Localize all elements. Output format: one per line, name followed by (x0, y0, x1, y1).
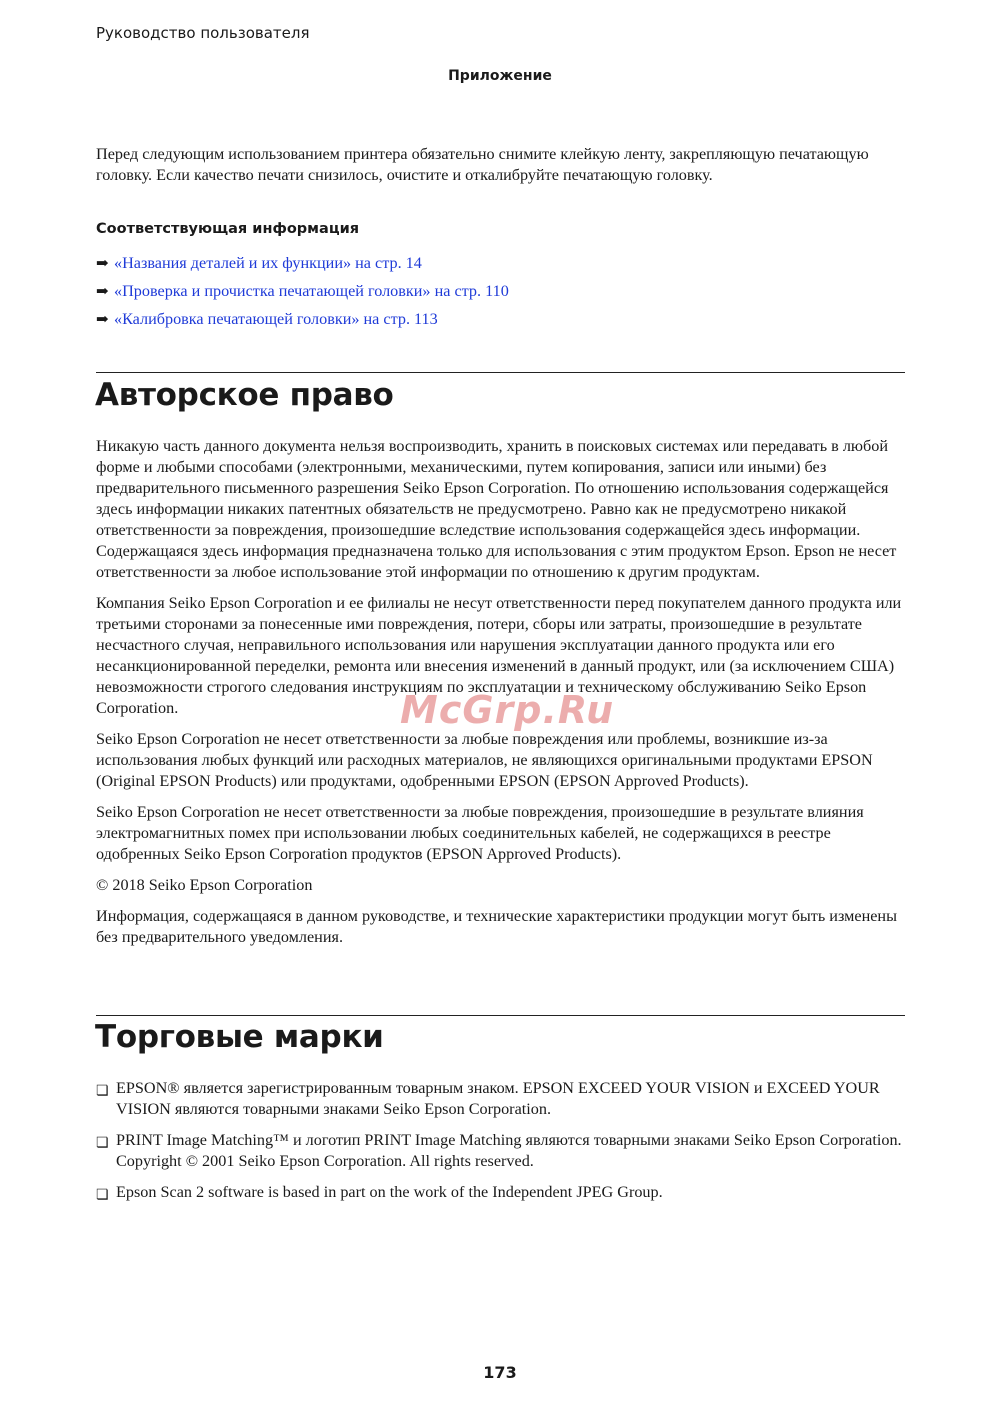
page-number: 173 (483, 1363, 517, 1382)
link-head-cleaning[interactable]: «Проверка и прочистка печатающей головки» на стр. 110 (114, 281, 509, 300)
checkbox-bullet-icon: ❏ (96, 1084, 109, 1099)
checkbox-bullet-icon: ❏ (96, 1188, 109, 1203)
copyright-notice: © 2018 Seiko Epson Corporation (96, 876, 313, 894)
related-links-list (96, 249, 509, 333)
section-divider (96, 1015, 905, 1016)
section-divider (96, 372, 905, 373)
link-part-names[interactable]: «Названия деталей и их функции» на стр. 14 (114, 253, 422, 272)
copyright-paragraph: Информация, содержащаяся в данном руководстве, и технические характеристики продукции могут быть изменены без предварительного уведомления. (96, 907, 897, 946)
trademark-text: Epson Scan 2 software is based in part on the work of the Independent JPEG Group. (116, 1183, 663, 1201)
copyright-paragraph: Seiko Epson Corporation не несет ответственности за любые повреждения, произошедшие в результате влияния электромагнитных помех при использовании любых соединительных кабелей, не содержащихся в реестре одобренных Seiko Epson Corporation продуктов (EPSON Approved Products). (96, 803, 864, 863)
trademark-item (96, 1130, 906, 1172)
right-arrow-icon: ➡ (96, 255, 109, 272)
trademark-item (96, 1078, 906, 1120)
right-arrow-icon: ➡ (96, 311, 109, 328)
copyright-heading: Авторское право (95, 377, 394, 413)
link-head-alignment[interactable]: «Калибровка печатающей головки» на стр. 113 (114, 309, 438, 328)
watermark: McGrp.Ru (400, 688, 615, 732)
right-arrow-icon: ➡ (96, 283, 109, 300)
copyright-paragraph: Компания Seiko Epson Corporation и ее филиалы не несут ответственности перед покупателем данного продукта или третьими сторонами за понесенные ими повреждения, потери, сборы или затраты, произошедшие в результате несчастного случая, неправильного использования или нарушения эксплуатации данного продукта или его несанкционированной переделки, ремонта или внесения изменений в данный продукт, или (за исключением США) невозможности строгого следования инструкциям по эксплуатации и техническому обслуживанию Seiko Epson Corporation. (96, 594, 902, 717)
intro-paragraph: Перед следующим использованием принтера обязательно снимите клейкую ленту, закрепляющую печатающую головку. Если качество печати снизилось, очистите и откалибруйте печатающую головку. (96, 145, 869, 184)
trademark-text: EPSON® является зарегистрированным товарным знаком. EPSON EXCEED YOUR VISION и EXCEED YOUR VISION являются товарными знаками Seiko Epson Corporation. (116, 1079, 880, 1118)
document-title: Руководство пользователя (96, 24, 310, 42)
related-info-title: Соответствующая информация (96, 221, 360, 237)
copyright-paragraph: Никакую часть данного документа нельзя воспроизводить, хранить в поисковых системах или передавать в любой форме и любыми способами (электронными, механическими, путем копирования, записи или иными) без предварительного письменного разрешения Seiko Epson Corporation. По отношению использования содержащейся здесь информации никаких патентных обязательств не предусмотрено. Равно как не предусмотрено никакой ответственности за повреждения, произошедшие вследствие использования содержащейся здесь информации. Содержащаяся здесь информация предназначена только для использования с этим продуктом Epson. Epson не несет ответственности за любое использование этой информации по отношению к другим продуктам. (96, 437, 897, 581)
trademark-item (96, 1182, 906, 1203)
trademarks-list (96, 1078, 906, 1213)
related-link-item (96, 249, 509, 277)
checkbox-bullet-icon: ❏ (96, 1136, 109, 1151)
trademark-text: PRINT Image Matching™ и логотип PRINT Image Matching являются товарными знаками Seiko Epson Corporation. Copyright © 2001 Seiko Epson Corporation. All rights reserved. (116, 1131, 902, 1170)
copyright-paragraph: Seiko Epson Corporation не несет ответственности за любые повреждения или проблемы, возникшие из-за использования любых функций или расходных материалов, не являющихся оригинальными продуктами EPSON (Original EPSON Products) или продуктами, одобренными EPSON (EPSON Approved Products). (96, 730, 873, 790)
section-title: Приложение (448, 68, 552, 84)
trademarks-heading: Торговые марки (95, 1019, 384, 1055)
related-link-item (96, 277, 509, 305)
related-link-item (96, 305, 509, 333)
